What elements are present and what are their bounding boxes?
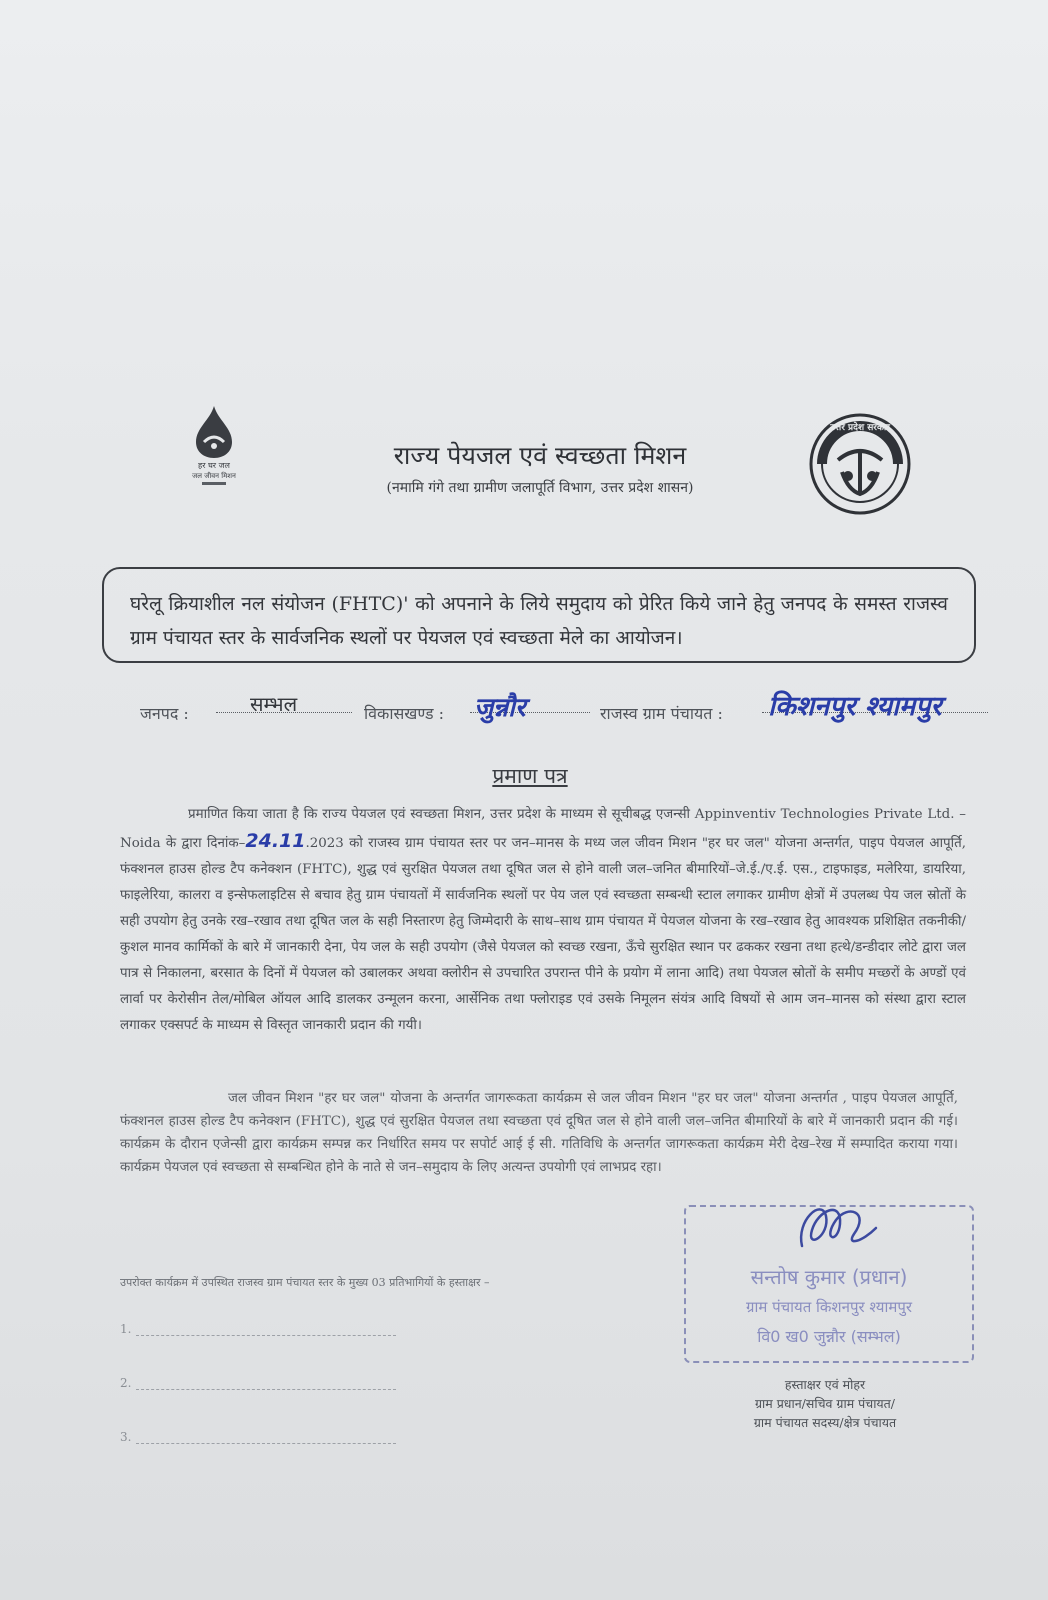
signatory-line-1: हस्ताक्षर एवं मोहर	[784, 1377, 866, 1392]
witness-number-3: 3.	[120, 1430, 132, 1444]
date-year: .2023	[305, 836, 344, 851]
stamp-line-3: वि0 ख0 जुन्नौर (सम्भल)	[757, 1327, 901, 1346]
panchayat-label: राजस्व ग्राम पंचायत :	[600, 704, 723, 723]
district-value: सम्भल	[250, 692, 298, 716]
banner-text: घरेलू क्रियाशील नल संयोजन (FHTC)' को अपनाने के लिये समुदाय को प्रेरित किये जाने हेतु जनपद के समस्त राजस्व ग्राम पंचायत स्तर के सार्वजनिक स्थलों पर पेयजल एवं स्वच्छता मेले का आयोजन।	[130, 593, 948, 649]
witness-number-1: 1.	[120, 1322, 132, 1336]
har-ghar-jal-logo	[192, 402, 272, 492]
witness-number-2: 2.	[120, 1376, 132, 1390]
signature-mark-icon	[792, 1190, 882, 1260]
location-fields	[140, 690, 1020, 730]
para1-after-date: को राजस्व ग्राम पंचायत स्तर पर जन–मानस के मध्य जल जीवन मिशन "हर घर जल" योजना अन्तर्गत, पाइप पेयजल आपूर्ति, फंक्शनल हाउस होल्ड टैप कनेक्शन (FHTC), शुद्ध एवं सुरक्षित पेयजल तथा दूषित जल से होने वाली जल–जनित बीमारियों–जे.ई./ए.ई. एस., टाइफाइड, मलेरिया, डायरिया, फाइलेरिया, कालरा व इन्सेफलाइटिस से बचाव हेतु ग्राम पंचायतों में सार्वजनिक स्थलों पर पेय जल एवं स्वच्छता सम्बन्धी स्टाल लगाकर ग्रामीण क्षेत्रों में उपलब्ध पेय जल स्रोतों के सही उपयोग हेतु उनके रख–रखाव तथा दूषित जल के सही निस्तारण हेतु जिम्मेदारी के साथ–साथ ग्राम पंचायत में पेयजल योजना के रख–रखाव हेतु आवश्यक प्रशिक्षित तकनीकी/कुशल मानव कार्मिकों के बारे में जानकारी देना, पेय जल के सही उपयोग (जैसे पेयजल को स्वच्छ रखना, ऊँचे सुरक्षित स्थान पर ढककर रखना तथा हत्थे/डन्डीदार लोटे द्वारा जल पात्र से निकालना, बरसात के दिनों में पेयजल को उबालकर अथवा क्लोरीन से उपचारित उपरान्त पीने के प्रयोग में लाना आदि) तथा पेयजल स्रोतों के समीप मच्छरों के अण्डों एवं लार्वा पर केरोसीन तेल/मोबिल ऑयल आदि डालकर उन्मूलन करना, आर्सेनिक तथा फ्लोराइड एवं उसके निमूलन संयंत्र आदि विषयों से आम जन–मानस को संस्था द्वारा स्टाल लगाकर एक्सपर्ट के माध्यम से विस्तृत जानकारी प्रदान की गयी।	[120, 836, 966, 1033]
panchayat-value: किशनपुर श्यामपुर	[768, 691, 942, 722]
block-value: जुन्नौर	[474, 693, 526, 723]
up-state-seal-icon	[808, 412, 912, 516]
witness-line-3	[120, 1430, 420, 1450]
block-label: विकासखण्ड :	[364, 704, 445, 723]
page-title: राज्य पेयजल एवं स्वच्छता मिशन	[393, 441, 687, 470]
signatory-line-2: ग्राम प्रधान/सचिव ग्राम पंचायत/	[754, 1396, 896, 1411]
district-label: जनपद :	[140, 704, 189, 723]
water-drop-logo-icon	[192, 402, 272, 492]
svg-text:जल जीवन मिशन: जल जीवन मिशन	[192, 472, 236, 480]
witness-line-1	[120, 1322, 420, 1342]
stamp-line-1: सन्तोष कुमार (प्रधान)	[750, 1265, 908, 1289]
para1-before-date: प्रमाणित किया जाता है कि राज्य पेयजल एवं स्वच्छता मिशन, उत्तर प्रदेश के माध्यम से सूचीबद्ध एजन्सी Appinventiv Technologies Private Ltd. – Noida के द्वारा दिनांक–	[120, 807, 966, 851]
signatory-line-3: ग्राम पंचायत सदस्य/क्षेत्र पंचायत	[753, 1415, 897, 1430]
event-banner	[102, 567, 976, 663]
state-seal	[808, 412, 912, 516]
signatory-role	[690, 1375, 960, 1432]
witness-line-2	[120, 1376, 420, 1396]
witness-note: उपरोक्त कार्यक्रम में उपस्थित राजस्व ग्राम पंचायत स्तर के मुख्य 03 प्रतिभागियों के हस्ताक्षर –	[120, 1276, 490, 1289]
page-subtitle: (नमामि गंगे तथा ग्रामीण जलापूर्ति विभाग, उत्तर प्रदेश शासन)	[386, 480, 694, 496]
stamp-line-2: ग्राम पंचायत किशनपुर श्यामपुर	[746, 1298, 912, 1316]
handwritten-date: 24.11	[245, 830, 306, 852]
certificate-heading: प्रमाण पत्र	[492, 764, 568, 788]
certificate-paragraph-2: जल जीवन मिशन "हर घर जल" योजना के अन्तर्गत जागरूकता कार्यक्रम से जल जीवन मिशन "हर घर जल" योजना अन्तर्गत , पाइप पेयजल आपूर्ति, फंक्शनल हाउस होल्ड टैप कनेक्शन (FHTC), शुद्ध एवं सुरक्षित पेयजल तथा स्वच्छता एवं दूषित जल से होने वाली जल–जनित बीमारियों के बारे में जानकारी प्रदान की गई। कार्यक्रम के दौरान एजेन्सी द्वारा कार्यक्रम सम्पन्न कर निर्धारित समय पर सपोर्ट आई ई सी. गतिविधि के अन्तर्गत जागरूकता कार्यक्रम मेरी देख–रेख में सम्पादित कराया गया। कार्यक्रम पेयजल एवं स्वच्छता से सम्बन्धित होने के नाते से जन–समुदाय के लिए अत्यन्त उपयोगी एवं लाभप्रद रहा।	[120, 1091, 958, 1175]
svg-text:उत्तर प्रदेश सरकार: उत्तर प्रदेश सरकार	[830, 423, 890, 433]
certificate-paragraph-1	[120, 802, 966, 1039]
svg-text:हर घर जल: हर घर जल	[198, 461, 230, 470]
